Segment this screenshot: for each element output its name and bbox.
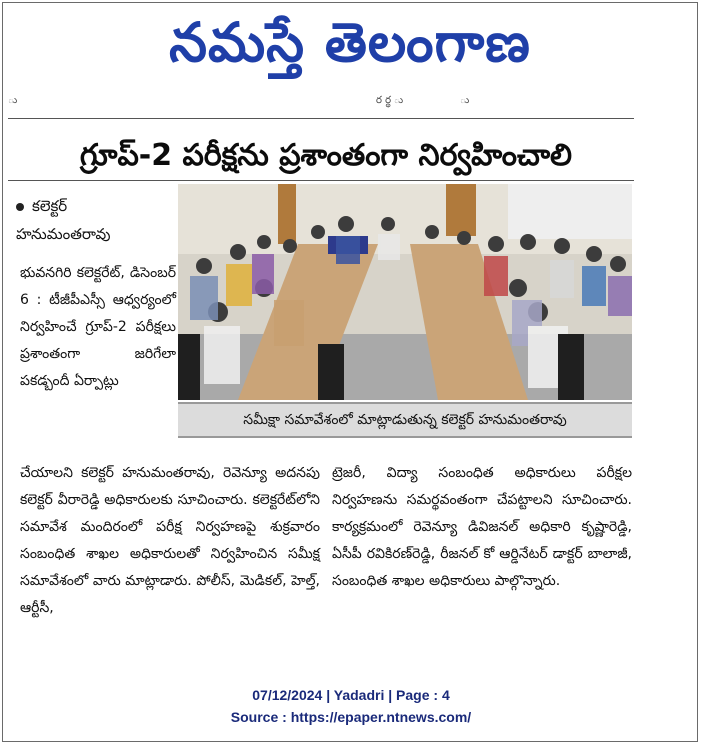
newspaper-masthead: నమస్తే తెలంగాణ — [169, 10, 531, 74]
paragraph-left-bottom: చేయాలని కలెక్టర్ హనుమంతరావు, రెవెన్యూ అదనపు కలెక్టర్ వీరారెడ్డి అధికారులకు సూచించారు. కలెక్టరేట్‌లోని సమావేశ మందిరంలో పరీక్ష నిర్వహణపై శుక్రవారం సంబంధిత శాఖల అధికారులతో నిర్వహించిన సమీక్ష సమావేశంలో వారు మాట్లాడారు. పోలీస్, మెడికల్, హెల్త్, ఆర్టీసీ, — [20, 465, 320, 616]
photo-caption: సమీక్షా సమావేశంలో మాట్లాడుతున్న కలెక్టర్ హనుమంతరావు — [178, 402, 632, 438]
top-divider — [8, 118, 634, 119]
strip-mark-3: ు — [460, 95, 470, 106]
article-text-right — [332, 460, 632, 595]
byline-line2: హనుమంతరావు — [16, 225, 111, 243]
article-text-left-top — [20, 260, 176, 395]
headline-divider — [8, 180, 634, 181]
paragraph-left-top: భువనగిరి కలెక్టరేట్, డిసెంబర్ 6 : టీజీపీఎస్సీ ఆధ్వర్యంలో నిర్వహించే గ్రూప్-2 పరీక్షలు ప్రశాంతంగా జరిగేలా పకడ్బందీ ఏర్పాట్లు — [20, 265, 176, 389]
strip-mark-2: ర ర్థ ు — [376, 95, 404, 106]
source-footer — [0, 684, 702, 728]
article-text-left-bottom — [20, 460, 320, 622]
byline — [16, 192, 176, 248]
byline-line1: కలెక్టర్ — [32, 197, 68, 215]
strip-mark-1: ు — [8, 95, 18, 106]
meeting-photo — [178, 184, 632, 400]
footer-source-line: Source : https://epaper.ntnews.com/ — [230, 709, 472, 725]
cropped-dateline-strip — [8, 94, 478, 106]
paragraph-right: ట్రెజరీ, విద్యా సంబంధిత అధికారులు పరీక్షల నిర్వహణను సమర్థవంతంగా చేపట్టాలని సూచించారు. కార్యక్రమంలో రెవెన్యూ డివిజనల్ అధికారి కృష్ణారెడ్డి, ఏసీపీ రవికిరణ్‌రెడ్డి, రీజనల్ కో ఆర్డినేటర్ డాక్టర్ బాలాజీ, సంబంధిత శాఖల అధికారులు పాల్గొన్నారు. — [332, 465, 632, 589]
article-headline: గ్రూప్-2 పరీక్షను ప్రశాంతంగా నిర్వహించాలి — [79, 138, 573, 173]
footer-date-line: 07/12/2024 | Yadadri | Page : 4 — [252, 687, 450, 703]
bullet-icon — [16, 203, 24, 211]
